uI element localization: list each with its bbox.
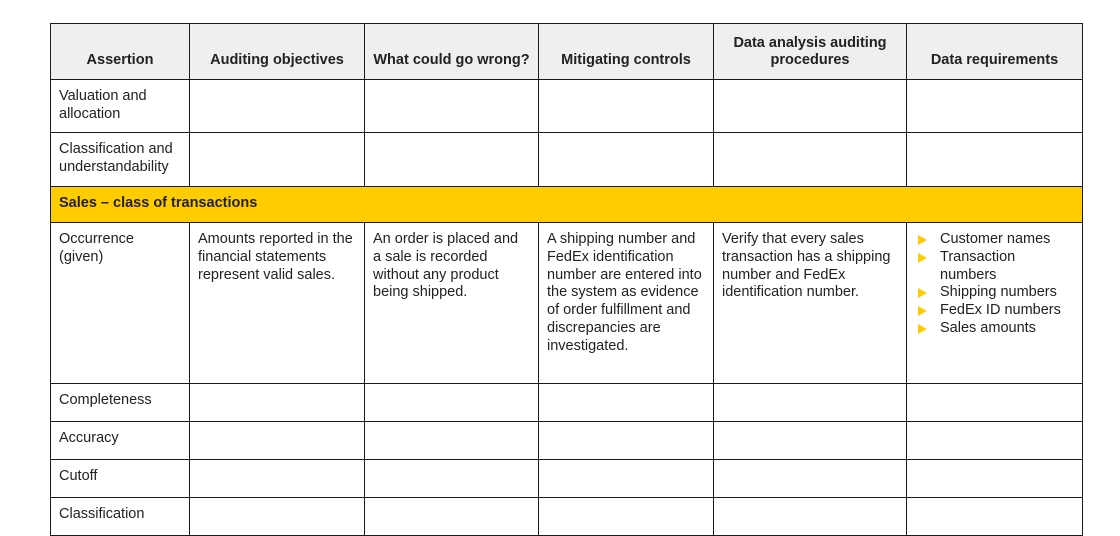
objective-cell: Amounts reported in the financial statements represent valid sales.: [190, 223, 365, 384]
empty-cell: [365, 498, 539, 536]
requirement-item: Customer names: [915, 231, 1074, 249]
empty-cell: [190, 133, 365, 187]
empty-cell: [907, 498, 1083, 536]
assertion-cell: Completeness: [51, 384, 190, 422]
empty-cell: [365, 133, 539, 187]
audit-table: [50, 23, 1083, 536]
column-header-data-analysis-procedures: Data analysis auditing procedures: [714, 24, 907, 80]
column-header-mitigating-controls: Mitigating controls: [539, 24, 714, 80]
empty-cell: [714, 498, 907, 536]
table-row: [51, 498, 1083, 536]
requirement-item: FedEx ID numbers: [915, 302, 1074, 320]
assertion-cell: Occurrence (given): [51, 223, 190, 384]
empty-cell: [714, 384, 907, 422]
header-row: [51, 24, 1083, 80]
table-row: [51, 80, 1083, 133]
assertion-cell: Valuation and allocation: [51, 80, 190, 133]
assertion-cell: Accuracy: [51, 422, 190, 460]
procedures-cell: Verify that every sales transaction has a shipping number and FedEx identification number.: [714, 223, 907, 384]
assertion-cell: Cutoff: [51, 460, 190, 498]
empty-cell: [190, 80, 365, 133]
empty-cell: [190, 498, 365, 536]
empty-cell: [190, 460, 365, 498]
column-header-data-requirements: Data requirements: [907, 24, 1083, 80]
empty-cell: [365, 460, 539, 498]
empty-cell: [539, 422, 714, 460]
section-row: [51, 187, 1083, 223]
empty-cell: [539, 498, 714, 536]
assertion-cell: Classification: [51, 498, 190, 536]
empty-cell: [539, 80, 714, 133]
empty-cell: [190, 422, 365, 460]
requirement-item: Sales amounts: [915, 320, 1074, 338]
table-row: [51, 133, 1083, 187]
column-header-auditing-objectives: Auditing objectives: [190, 24, 365, 80]
empty-cell: [539, 460, 714, 498]
empty-cell: [714, 460, 907, 498]
section-title: Sales – class of transactions: [51, 187, 1083, 223]
empty-cell: [365, 422, 539, 460]
empty-cell: [907, 80, 1083, 133]
mitigating-controls-cell: A shipping number and FedEx identification number are entered into the system as evidence of order fulfillment and discrepancies are investigated.: [539, 223, 714, 384]
empty-cell: [907, 460, 1083, 498]
table-row: [51, 422, 1083, 460]
requirements-list: [915, 231, 1074, 338]
empty-cell: [907, 384, 1083, 422]
table-row: [51, 384, 1083, 422]
requirements-cell: [907, 223, 1083, 384]
empty-cell: [190, 384, 365, 422]
empty-cell: [714, 80, 907, 133]
assertion-cell: Classification and understandability: [51, 133, 190, 187]
requirement-item: Transaction numbers: [915, 249, 1074, 285]
empty-cell: [539, 384, 714, 422]
requirement-item: Shipping numbers: [915, 284, 1074, 302]
empty-cell: [365, 384, 539, 422]
column-header-what-could-go-wrong: What could go wrong?: [365, 24, 539, 80]
empty-cell: [714, 133, 907, 187]
table-row: [51, 460, 1083, 498]
empty-cell: [539, 133, 714, 187]
table-row: [51, 223, 1083, 384]
empty-cell: [714, 422, 907, 460]
what-could-go-wrong-cell: An order is placed and a sale is recorded without any product being shipped.: [365, 223, 539, 384]
empty-cell: [907, 422, 1083, 460]
empty-cell: [365, 80, 539, 133]
column-header-assertion: Assertion: [51, 24, 190, 80]
empty-cell: [907, 133, 1083, 187]
